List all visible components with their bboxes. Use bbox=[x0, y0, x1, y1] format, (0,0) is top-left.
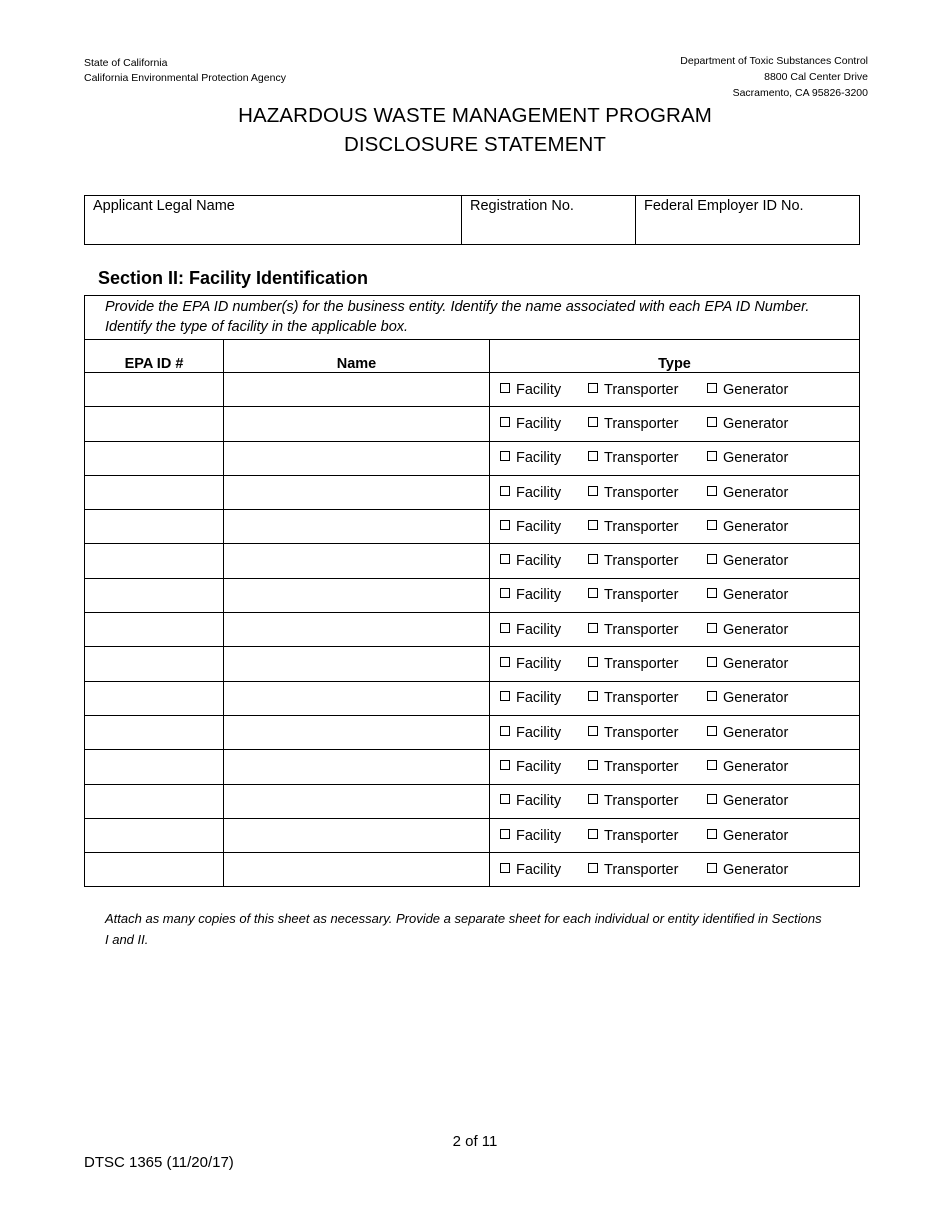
type-option-generator[interactable] bbox=[707, 450, 788, 466]
epa-id-input[interactable] bbox=[85, 407, 224, 441]
table-row bbox=[85, 853, 860, 887]
type-options bbox=[490, 613, 860, 647]
type-option-generator[interactable] bbox=[707, 485, 788, 501]
checkbox-icon[interactable] bbox=[500, 760, 510, 770]
epa-id-input[interactable] bbox=[85, 510, 224, 544]
type-option-label: Generator bbox=[723, 587, 789, 604]
type-option-label: Transporter bbox=[604, 484, 679, 501]
type-option-facility[interactable] bbox=[500, 450, 588, 466]
table-row bbox=[85, 818, 860, 852]
checkbox-icon[interactable] bbox=[500, 417, 510, 427]
type-option-generator[interactable] bbox=[707, 382, 788, 398]
checkbox-icon[interactable] bbox=[500, 829, 510, 839]
type-option-facility[interactable] bbox=[500, 828, 588, 844]
type-option-transporter[interactable] bbox=[588, 553, 707, 569]
type-options bbox=[490, 818, 860, 852]
facility-name-input[interactable] bbox=[224, 818, 490, 852]
checkbox-icon[interactable] bbox=[707, 794, 717, 804]
checkbox-icon[interactable] bbox=[707, 863, 717, 873]
checkbox-icon[interactable] bbox=[588, 863, 598, 873]
type-option-label: Generator bbox=[723, 450, 789, 467]
type-option-label: Generator bbox=[723, 758, 789, 775]
table-row bbox=[85, 510, 860, 544]
type-option-generator[interactable] bbox=[707, 690, 788, 706]
type-options bbox=[490, 750, 860, 784]
checkbox-icon[interactable] bbox=[500, 451, 510, 461]
type-option-label: Facility bbox=[516, 827, 562, 844]
type-option-generator[interactable] bbox=[707, 759, 788, 775]
type-option-transporter[interactable] bbox=[588, 485, 707, 501]
checkbox-icon[interactable] bbox=[588, 726, 598, 736]
checkbox-icon[interactable] bbox=[500, 486, 510, 496]
checkbox-icon[interactable] bbox=[707, 383, 717, 393]
checkbox-icon[interactable] bbox=[707, 623, 717, 633]
checkbox-icon[interactable] bbox=[588, 657, 598, 667]
checkbox-icon[interactable] bbox=[707, 726, 717, 736]
facility-rows bbox=[85, 373, 860, 887]
facility-identification-table bbox=[84, 295, 860, 887]
type-option-transporter[interactable] bbox=[588, 519, 707, 535]
type-option-label: Facility bbox=[516, 758, 562, 775]
type-option-facility[interactable] bbox=[500, 793, 588, 809]
type-option-transporter[interactable] bbox=[588, 450, 707, 466]
type-option-label: Transporter bbox=[604, 827, 679, 844]
table-row bbox=[85, 578, 860, 612]
type-option-label: Facility bbox=[516, 724, 562, 741]
type-option-generator[interactable] bbox=[707, 656, 788, 672]
type-option-label: Transporter bbox=[604, 656, 679, 673]
checkbox-icon[interactable] bbox=[588, 554, 598, 564]
type-option-label: Generator bbox=[723, 381, 789, 398]
facility-name-input[interactable] bbox=[224, 373, 490, 407]
type-option-label: Transporter bbox=[604, 690, 679, 707]
type-options bbox=[490, 475, 860, 509]
type-option-generator[interactable] bbox=[707, 622, 788, 638]
section-title: Section II: Facility Identification bbox=[98, 268, 369, 288]
table-row bbox=[85, 715, 860, 749]
table-row bbox=[85, 407, 860, 441]
checkbox-icon[interactable] bbox=[500, 588, 510, 598]
type-option-label: Generator bbox=[723, 656, 789, 673]
column-header-epa-id: EPA ID # bbox=[85, 340, 224, 373]
epa-id-input[interactable] bbox=[85, 373, 224, 407]
title-line-2: DISCLOSURE STATEMENT bbox=[343, 133, 607, 156]
type-option-transporter[interactable] bbox=[588, 862, 707, 878]
facility-name-input[interactable] bbox=[224, 613, 490, 647]
checkbox-icon[interactable] bbox=[500, 657, 510, 667]
facility-name-input[interactable] bbox=[224, 715, 490, 749]
type-options bbox=[490, 578, 860, 612]
facility-name-input[interactable] bbox=[224, 853, 490, 887]
applicant-table bbox=[84, 195, 860, 245]
type-option-facility[interactable] bbox=[500, 690, 588, 706]
type-option-transporter[interactable] bbox=[588, 828, 707, 844]
epa-id-input[interactable] bbox=[85, 853, 224, 887]
epa-id-input[interactable] bbox=[85, 578, 224, 612]
type-option-facility[interactable] bbox=[500, 553, 588, 569]
type-option-label: Facility bbox=[516, 450, 562, 467]
type-option-label: Generator bbox=[723, 621, 789, 638]
type-options bbox=[490, 853, 860, 887]
table-row bbox=[85, 373, 860, 407]
epa-id-input[interactable] bbox=[85, 681, 224, 715]
facility-name-input[interactable] bbox=[224, 647, 490, 681]
checkbox-icon[interactable] bbox=[500, 520, 510, 530]
type-option-label: Generator bbox=[723, 553, 789, 570]
checkbox-icon[interactable] bbox=[500, 623, 510, 633]
page-number: 2 of 11 bbox=[452, 1133, 498, 1150]
type-options bbox=[490, 681, 860, 715]
type-options bbox=[490, 647, 860, 681]
type-options bbox=[490, 544, 860, 578]
epa-id-input[interactable] bbox=[85, 818, 224, 852]
type-option-label: Generator bbox=[723, 690, 789, 707]
type-option-facility[interactable] bbox=[500, 519, 588, 535]
checkbox-icon[interactable] bbox=[588, 623, 598, 633]
type-option-transporter[interactable] bbox=[588, 690, 707, 706]
facility-name-input[interactable] bbox=[224, 475, 490, 509]
type-option-facility[interactable] bbox=[500, 587, 588, 603]
type-option-label: Facility bbox=[516, 861, 562, 878]
type-option-generator[interactable] bbox=[707, 553, 788, 569]
type-option-facility[interactable] bbox=[500, 725, 588, 741]
checkbox-icon[interactable] bbox=[588, 383, 598, 393]
checkbox-icon[interactable] bbox=[588, 417, 598, 427]
type-option-generator[interactable] bbox=[707, 416, 788, 432]
facility-name-input[interactable] bbox=[224, 578, 490, 612]
applicant-legal-name-field[interactable] bbox=[85, 196, 462, 245]
agency-name: California Environmental Protection Agency bbox=[84, 72, 286, 84]
section-instructions: Provide the EPA ID number(s) for the business entity. Identify the name associated with each EPA ID Number. Identify the type of facility in the applicable box. bbox=[85, 296, 860, 340]
type-option-facility[interactable] bbox=[500, 416, 588, 432]
type-option-label: Facility bbox=[516, 415, 562, 432]
form-id: DTSC 1365 (11/20/17) bbox=[84, 1154, 234, 1171]
facility-name-input[interactable] bbox=[224, 441, 490, 475]
epa-id-input[interactable] bbox=[85, 750, 224, 784]
checkbox-icon[interactable] bbox=[707, 486, 717, 496]
checkbox-icon[interactable] bbox=[588, 451, 598, 461]
facility-name-input[interactable] bbox=[224, 544, 490, 578]
epa-id-input[interactable] bbox=[85, 441, 224, 475]
table-row bbox=[85, 613, 860, 647]
type-option-label: Transporter bbox=[604, 793, 679, 810]
type-option-label: Transporter bbox=[604, 724, 679, 741]
type-option-label: Facility bbox=[516, 656, 562, 673]
type-option-transporter[interactable] bbox=[588, 725, 707, 741]
federal-employer-id-label: Federal Employer ID No. bbox=[644, 198, 804, 214]
facility-name-input[interactable] bbox=[224, 510, 490, 544]
type-option-transporter[interactable] bbox=[588, 382, 707, 398]
agency-header-right bbox=[680, 53, 868, 101]
epa-id-input[interactable] bbox=[85, 544, 224, 578]
checkbox-icon[interactable] bbox=[707, 760, 717, 770]
type-option-facility[interactable] bbox=[500, 382, 588, 398]
checkbox-icon[interactable] bbox=[588, 691, 598, 701]
table-row bbox=[85, 441, 860, 475]
checkbox-icon[interactable] bbox=[588, 794, 598, 804]
checkbox-icon[interactable] bbox=[707, 554, 717, 564]
address-street: 8800 Cal Center Drive bbox=[764, 71, 868, 83]
table-row bbox=[85, 647, 860, 681]
facility-name-input[interactable] bbox=[224, 407, 490, 441]
checkbox-icon[interactable] bbox=[500, 863, 510, 873]
type-option-label: Generator bbox=[723, 861, 789, 878]
type-option-generator[interactable] bbox=[707, 793, 788, 809]
type-option-label: Transporter bbox=[604, 861, 679, 878]
checkbox-icon[interactable] bbox=[707, 451, 717, 461]
table-row bbox=[85, 784, 860, 818]
checkbox-icon[interactable] bbox=[588, 588, 598, 598]
type-option-label: Generator bbox=[723, 484, 789, 501]
type-option-generator[interactable] bbox=[707, 862, 788, 878]
type-option-label: Facility bbox=[516, 518, 562, 535]
applicant-legal-name-label: Applicant Legal Name bbox=[93, 198, 235, 214]
type-option-label: Transporter bbox=[604, 758, 679, 775]
type-options bbox=[490, 407, 860, 441]
checkbox-icon[interactable] bbox=[500, 383, 510, 393]
epa-id-input[interactable] bbox=[85, 475, 224, 509]
type-option-transporter[interactable] bbox=[588, 587, 707, 603]
registration-number-field[interactable] bbox=[462, 196, 636, 245]
type-option-generator[interactable] bbox=[707, 587, 788, 603]
facility-name-input[interactable] bbox=[224, 681, 490, 715]
checkbox-icon[interactable] bbox=[707, 588, 717, 598]
type-options bbox=[490, 784, 860, 818]
type-options bbox=[490, 373, 860, 407]
type-option-transporter[interactable] bbox=[588, 416, 707, 432]
checkbox-icon[interactable] bbox=[588, 520, 598, 530]
type-option-label: Transporter bbox=[604, 621, 679, 638]
type-option-label: Transporter bbox=[604, 450, 679, 467]
type-option-facility[interactable] bbox=[500, 759, 588, 775]
facility-name-input[interactable] bbox=[224, 750, 490, 784]
address-city: Sacramento, CA 95826-3200 bbox=[732, 87, 868, 99]
type-option-label: Facility bbox=[516, 553, 562, 570]
department-name: Department of Toxic Substances Control bbox=[680, 55, 868, 67]
column-header-type: Type bbox=[490, 340, 860, 373]
type-option-transporter[interactable] bbox=[588, 759, 707, 775]
checkbox-icon[interactable] bbox=[500, 794, 510, 804]
facility-name-input[interactable] bbox=[224, 784, 490, 818]
type-option-label: Facility bbox=[516, 621, 562, 638]
type-options bbox=[490, 441, 860, 475]
type-option-label: Facility bbox=[516, 793, 562, 810]
type-option-label: Transporter bbox=[604, 415, 679, 432]
state-name: State of California bbox=[84, 57, 168, 69]
type-option-label: Facility bbox=[516, 690, 562, 707]
type-option-generator[interactable] bbox=[707, 828, 788, 844]
checkbox-icon[interactable] bbox=[707, 417, 717, 427]
type-option-transporter[interactable] bbox=[588, 656, 707, 672]
checkbox-icon[interactable] bbox=[588, 486, 598, 496]
type-option-transporter[interactable] bbox=[588, 622, 707, 638]
checkbox-icon[interactable] bbox=[500, 691, 510, 701]
type-option-facility[interactable] bbox=[500, 622, 588, 638]
type-option-label: Transporter bbox=[604, 381, 679, 398]
type-option-label: Generator bbox=[723, 415, 789, 432]
type-option-facility[interactable] bbox=[500, 485, 588, 501]
document-title bbox=[0, 101, 950, 159]
type-option-facility[interactable] bbox=[500, 862, 588, 878]
checkbox-icon[interactable] bbox=[588, 829, 598, 839]
epa-id-input[interactable] bbox=[85, 784, 224, 818]
epa-id-input[interactable] bbox=[85, 613, 224, 647]
table-row bbox=[85, 750, 860, 784]
type-option-label: Generator bbox=[723, 827, 789, 844]
epa-id-input[interactable] bbox=[85, 647, 224, 681]
checkbox-icon[interactable] bbox=[500, 726, 510, 736]
agency-header-left bbox=[84, 56, 286, 86]
checkbox-icon[interactable] bbox=[707, 657, 717, 667]
federal-employer-id-field[interactable] bbox=[636, 196, 860, 245]
type-option-generator[interactable] bbox=[707, 725, 788, 741]
table-row bbox=[85, 475, 860, 509]
type-option-generator[interactable] bbox=[707, 519, 788, 535]
checkbox-icon[interactable] bbox=[707, 691, 717, 701]
type-option-label: Generator bbox=[723, 724, 789, 741]
table-row bbox=[85, 681, 860, 715]
checkbox-icon[interactable] bbox=[588, 760, 598, 770]
table-row bbox=[85, 544, 860, 578]
epa-id-input[interactable] bbox=[85, 715, 224, 749]
type-option-label: Facility bbox=[516, 484, 562, 501]
column-header-name: Name bbox=[224, 340, 490, 373]
type-option-label: Facility bbox=[516, 381, 562, 398]
type-options bbox=[490, 715, 860, 749]
title-line-1: HAZARDOUS WASTE MANAGEMENT PROGRAM bbox=[238, 104, 712, 127]
type-option-label: Facility bbox=[516, 587, 562, 604]
type-option-label: Generator bbox=[723, 793, 789, 810]
type-option-label: Generator bbox=[723, 518, 789, 535]
type-option-facility[interactable] bbox=[500, 656, 588, 672]
type-option-label: Transporter bbox=[604, 587, 679, 604]
type-option-label: Transporter bbox=[604, 518, 679, 535]
checkbox-icon[interactable] bbox=[707, 520, 717, 530]
type-option-transporter[interactable] bbox=[588, 793, 707, 809]
footer-note: Attach as many copies of this sheet as necessary. Provide a separate sheet for each individual or entity identified in Sections I and II. bbox=[105, 911, 822, 947]
type-options bbox=[490, 510, 860, 544]
registration-number-label: Registration No. bbox=[470, 198, 574, 214]
checkbox-icon[interactable] bbox=[500, 554, 510, 564]
checkbox-icon[interactable] bbox=[707, 829, 717, 839]
type-option-label: Transporter bbox=[604, 553, 679, 570]
